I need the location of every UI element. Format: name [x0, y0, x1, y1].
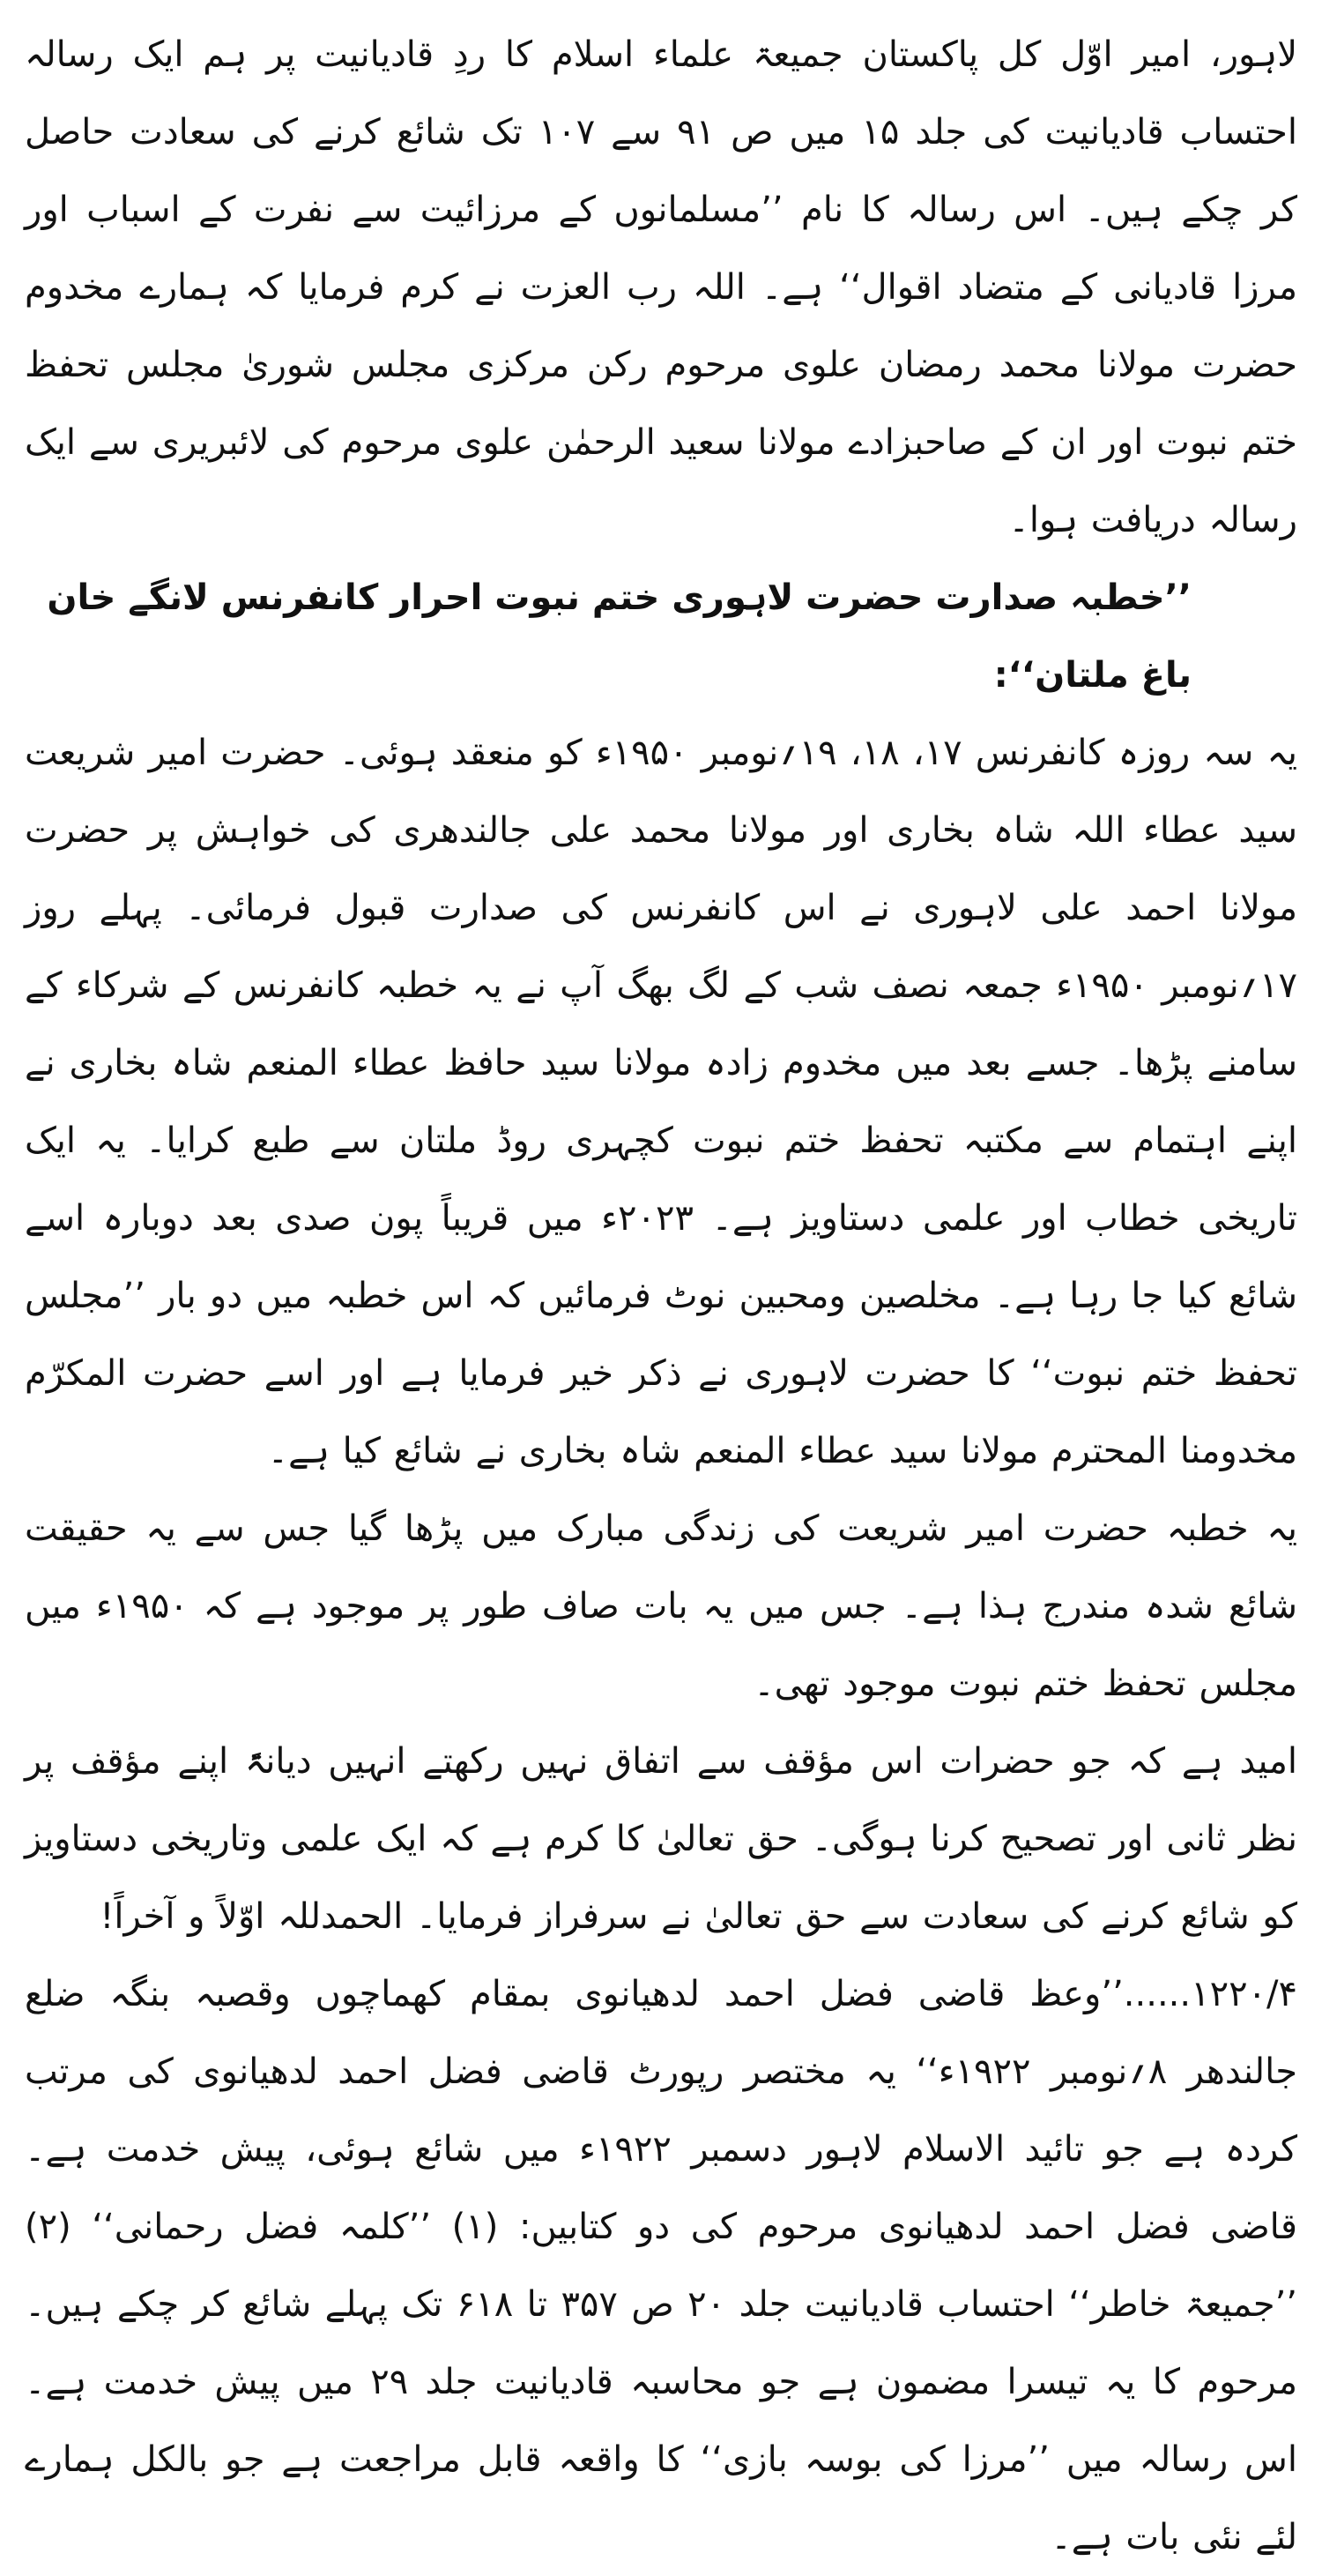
reference-number: ۱۲۲۰/۴...... — [1123, 1974, 1297, 2014]
sermon-report-text: ’’وعظ قاضی فضل احمد لدھیانوی بمقام کھماچوں وقصبہ بنگہ ضلع جالندھر ۸؍نومبر ۱۹۲۲ء‘‘ یہ مختصر رپورٹ قاضی فضل احمد لدھیانوی کی مرتب کردہ ہے جو تائید الاسلام لاہور دسمبر ۱۹۲۲ء میں شائع ہوئی، پیش خدمت ہے۔ قاضی فضل احمد لدھیانوی مرحوم کی دو کتابیں: (۱) ’’کلمہ فضل رحمانی‘‘ (۲) ’’جمیعۃ خاطر‘‘ احتساب قادیانیت جلد ۲۰ ص ۳۵۷ تا ۶۱۸ تک پہلے شائع کر چکے ہیں۔ مرحوم کا یہ تیسرا مضمون ہے جو محاسبہ قادیانیت جلد ۲۹ میں پیش خدمت ہے۔ اس رسالہ میں ’’مرزا کی بوسہ بازی‘‘ کا واقعہ قابل مراجعت ہے جو بالکل ہمارے لئے نئی بات ہے۔ — [25, 1974, 1298, 2557]
paragraph-conference: یہ سہ روزہ کانفرنس ۱۷، ۱۸، ۱۹؍نومبر ۱۹۵۰ء کو منعقد ہوئی۔ حضرت امیر شریعت سید عطاء اللہ شاہ بخاری اور مولانا محمد علی جالندھری کی خواہش پر حضرت مولانا احمد علی لاہوری نے اس کانفرنس کی صدارت قبول فرمائی۔ پہلے روز ۱۷؍نومبر ۱۹۵۰ء جمعہ نصف شب کے لگ بھگ آپ نے یہ خطبہ کانفرنس کے شرکاء کے سامنے پڑھا۔ جسے بعد میں مخدوم زادہ مولانا سید حافظ عطاء المنعم شاہ بخاری نے اپنے اہتمام سے مکتبہ تحفظ ختم نبوت کچہری روڈ ملتان سے طبع کرایا۔ یہ ایک تاریخی خطاب اور علمی دستاویز ہے۔ ۲۰۲۳ء میں قریباً پون صدی بعد دوبارہ اسے شائع کیا جا رہا ہے۔ مخلصین ومحبین نوٹ فرمائیں کہ اس خطبہ میں دو بار ’’مجلس تحفظ ختم نبوت‘‘ کا حضرت لاہوری نے ذکر خیر فرمایا ہے اور اسے حضرت المکرّم مخدومنا المحترم مولانا سید عطاء المنعم شاہ بخاری نے شائع کیا ہے۔ — [25, 733, 1298, 1471]
section-heading: ’’خطبہ صدارت حضرت لاہوری ختم نبوت احرار کانفرنس لانگے خان باغ ملتان‘‘: — [47, 577, 1192, 696]
paragraph-speech-fact: یہ خطبہ حضرت امیر شریعت کی زندگی مبارک میں پڑھا گیا جس سے یہ حقیقت شائع شدہ مندرج ہذا ہے۔ جس میں یہ بات صاف طور پر موجود ہے کہ ۱۹۵۰ء میں مجلس تحفظ ختم نبوت موجود تھی۔ — [25, 1508, 1298, 1704]
paragraph-hope: امید ہے کہ جو حضرات اس مؤقف سے اتفاق نہیں رکھتے انہیں دیانۃً اپنے مؤقف پر نظر ثانی اور تصحیح کرنا ہوگی۔ حق تعالیٰ کا کرم ہے کہ ایک علمی وتاریخی دستاویز کو شائع کرنے کی سعادت سے حق تعالیٰ نے سرفراز فرمایا۔ الحمدللہ اوّلاً و آخراً! — [25, 1741, 1297, 1937]
paragraph-intro: لاہور، امیر اوّل کل پاکستان جمیعۃ علماء اسلام کا ردِ قادیانیت پر ہم ایک رسالہ احتساب قادیانیت کی جلد ۱۵ میں ص ۹۱ سے ۱۰۷ تک شائع کرنے کی سعادت حاصل کر چکے ہیں۔ اس رسالہ کا نام ’’مسلمانوں کے مرزائیت سے نفرت کے اسباب اور مرزا قادیانی کے متضاد اقوال‘‘ ہے۔ اللہ رب العزت نے کرم فرمایا کہ ہمارے مخدوم حضرت مولانا محمد رمضان علوی مرحوم رکن مرکزی مجلس شوریٰ مجلس تحفظ ختم نبوت اور ان کے صاحبزادے مولانا سعید الرحمٰن علوی مرحوم کی لائبریری سے ایک رسالہ دریافت ہوا۔ — [25, 34, 1297, 540]
paragraph-sermon-report — [25, 1955, 1297, 2576]
